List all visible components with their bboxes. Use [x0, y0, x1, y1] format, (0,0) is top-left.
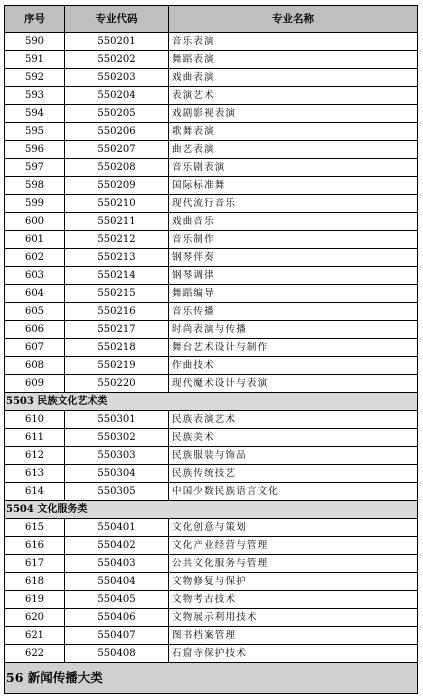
- table-row: [5, 87, 418, 105]
- seq-cell: 617: [5, 555, 65, 573]
- seq-cell: 598: [5, 177, 65, 195]
- code-cell: 550305: [65, 483, 169, 501]
- category-row: [5, 393, 418, 411]
- name-cell: 时尚表演与传播: [169, 321, 418, 339]
- table-row: [5, 429, 418, 447]
- seq-cell: 590: [5, 33, 65, 51]
- seq-cell: 611: [5, 429, 65, 447]
- name-cell: 音乐剧表演: [169, 159, 418, 177]
- code-cell: 550216: [65, 303, 169, 321]
- table-row: [5, 339, 418, 357]
- seq-cell: 591: [5, 51, 65, 69]
- code-cell: 550217: [65, 321, 169, 339]
- code-cell: 550403: [65, 555, 169, 573]
- seq-cell: 604: [5, 285, 65, 303]
- table-row: [5, 537, 418, 555]
- seq-cell: 609: [5, 375, 65, 393]
- code-cell: 550405: [65, 591, 169, 609]
- table-row: [5, 69, 418, 87]
- seq-cell: 597: [5, 159, 65, 177]
- code-cell: 550211: [65, 213, 169, 231]
- major-catalog-table: [4, 5, 418, 694]
- name-cell: 作曲技术: [169, 357, 418, 375]
- name-cell: 戏曲表演: [169, 69, 418, 87]
- seq-cell: 607: [5, 339, 65, 357]
- table-row: [5, 33, 418, 51]
- table-row: [5, 105, 418, 123]
- name-cell: 民族服装与饰品: [169, 447, 418, 465]
- code-cell: 550404: [65, 573, 169, 591]
- seq-cell: 621: [5, 627, 65, 645]
- name-cell: 民族表演艺术: [169, 411, 418, 429]
- seq-cell: 622: [5, 645, 65, 663]
- name-cell: 钢琴调律: [169, 267, 418, 285]
- table-body: [5, 33, 418, 694]
- name-cell: 文化产业经营与管理: [169, 537, 418, 555]
- seq-cell: 619: [5, 591, 65, 609]
- name-cell: 钢琴伴奏: [169, 249, 418, 267]
- code-cell: 550304: [65, 465, 169, 483]
- seq-cell: 620: [5, 609, 65, 627]
- code-cell: 550201: [65, 33, 169, 51]
- seq-cell: 614: [5, 483, 65, 501]
- code-cell: 550408: [65, 645, 169, 663]
- category-title: 5503 民族文化艺术类: [5, 393, 418, 411]
- header-row: [5, 6, 418, 33]
- name-cell: 文物展示利用技术: [169, 609, 418, 627]
- name-cell: 舞蹈编导: [169, 285, 418, 303]
- category-title: 5504 文化服务类: [5, 501, 418, 519]
- table-row: [5, 411, 418, 429]
- header-name: 专业名称: [169, 6, 418, 33]
- seq-cell: 596: [5, 141, 65, 159]
- code-cell: 550219: [65, 357, 169, 375]
- table-row: [5, 447, 418, 465]
- seq-cell: 595: [5, 123, 65, 141]
- seq-cell: 613: [5, 465, 65, 483]
- code-cell: 550214: [65, 267, 169, 285]
- table-row: [5, 357, 418, 375]
- code-cell: 550215: [65, 285, 169, 303]
- seq-cell: 612: [5, 447, 65, 465]
- code-cell: 550218: [65, 339, 169, 357]
- table-row: [5, 645, 418, 663]
- major-category-row: [5, 663, 418, 694]
- table-row: [5, 627, 418, 645]
- table-row: [5, 465, 418, 483]
- name-cell: 戏曲音乐: [169, 213, 418, 231]
- name-cell: 国际标准舞: [169, 177, 418, 195]
- name-cell: 中国少数民族语言文化: [169, 483, 418, 501]
- code-cell: 550208: [65, 159, 169, 177]
- table-row: [5, 159, 418, 177]
- code-cell: 550406: [65, 609, 169, 627]
- seq-cell: 605: [5, 303, 65, 321]
- header-seq: 序号: [5, 6, 65, 33]
- table-row: [5, 141, 418, 159]
- name-cell: 歌舞表演: [169, 123, 418, 141]
- code-cell: 550301: [65, 411, 169, 429]
- header-code: 专业代码: [65, 6, 169, 33]
- name-cell: 文物修复与保护: [169, 573, 418, 591]
- seq-cell: 618: [5, 573, 65, 591]
- name-cell: 图书档案管理: [169, 627, 418, 645]
- table-row: [5, 321, 418, 339]
- table-row: [5, 519, 418, 537]
- code-cell: 550210: [65, 195, 169, 213]
- seq-cell: 592: [5, 69, 65, 87]
- table-row: [5, 285, 418, 303]
- name-cell: 文化创意与策划: [169, 519, 418, 537]
- name-cell: 民族美术: [169, 429, 418, 447]
- table-row: [5, 177, 418, 195]
- code-cell: 550205: [65, 105, 169, 123]
- category-row: [5, 501, 418, 519]
- code-cell: 550212: [65, 231, 169, 249]
- code-cell: 550220: [65, 375, 169, 393]
- code-cell: 550303: [65, 447, 169, 465]
- name-cell: 现代魔术设计与表演: [169, 375, 418, 393]
- seq-cell: 608: [5, 357, 65, 375]
- table-row: [5, 555, 418, 573]
- table-row: [5, 231, 418, 249]
- table-row: [5, 375, 418, 393]
- seq-cell: 600: [5, 213, 65, 231]
- name-cell: 音乐表演: [169, 33, 418, 51]
- seq-cell: 603: [5, 267, 65, 285]
- seq-cell: 615: [5, 519, 65, 537]
- seq-cell: 610: [5, 411, 65, 429]
- code-cell: 550204: [65, 87, 169, 105]
- code-cell: 550207: [65, 141, 169, 159]
- seq-cell: 606: [5, 321, 65, 339]
- name-cell: 现代流行音乐: [169, 195, 418, 213]
- code-cell: 550203: [65, 69, 169, 87]
- table-row: [5, 249, 418, 267]
- name-cell: 石窟寺保护技术: [169, 645, 418, 663]
- table-row: [5, 195, 418, 213]
- name-cell: 曲艺表演: [169, 141, 418, 159]
- name-cell: 民族传统技艺: [169, 465, 418, 483]
- table-row: [5, 609, 418, 627]
- code-cell: 550402: [65, 537, 169, 555]
- code-cell: 550407: [65, 627, 169, 645]
- name-cell: 音乐传播: [169, 303, 418, 321]
- name-cell: 公共文化服务与管理: [169, 555, 418, 573]
- code-cell: 550209: [65, 177, 169, 195]
- table-row: [5, 483, 418, 501]
- table-row: [5, 267, 418, 285]
- name-cell: 舞蹈表演: [169, 51, 418, 69]
- table-row: [5, 123, 418, 141]
- name-cell: 表演艺术: [169, 87, 418, 105]
- seq-cell: 601: [5, 231, 65, 249]
- code-cell: 550401: [65, 519, 169, 537]
- name-cell: 文物考古技术: [169, 591, 418, 609]
- name-cell: 戏剧影视表演: [169, 105, 418, 123]
- code-cell: 550302: [65, 429, 169, 447]
- major-category-title: 56 新闻传播大类: [5, 663, 418, 694]
- table-row: [5, 573, 418, 591]
- table-row: [5, 591, 418, 609]
- table-row: [5, 51, 418, 69]
- code-cell: 550206: [65, 123, 169, 141]
- table-row: [5, 303, 418, 321]
- seq-cell: 616: [5, 537, 65, 555]
- seq-cell: 594: [5, 105, 65, 123]
- seq-cell: 593: [5, 87, 65, 105]
- code-cell: 550202: [65, 51, 169, 69]
- code-cell: 550213: [65, 249, 169, 267]
- name-cell: 舞台艺术设计与制作: [169, 339, 418, 357]
- table-row: [5, 213, 418, 231]
- name-cell: 音乐制作: [169, 231, 418, 249]
- seq-cell: 599: [5, 195, 65, 213]
- seq-cell: 602: [5, 249, 65, 267]
